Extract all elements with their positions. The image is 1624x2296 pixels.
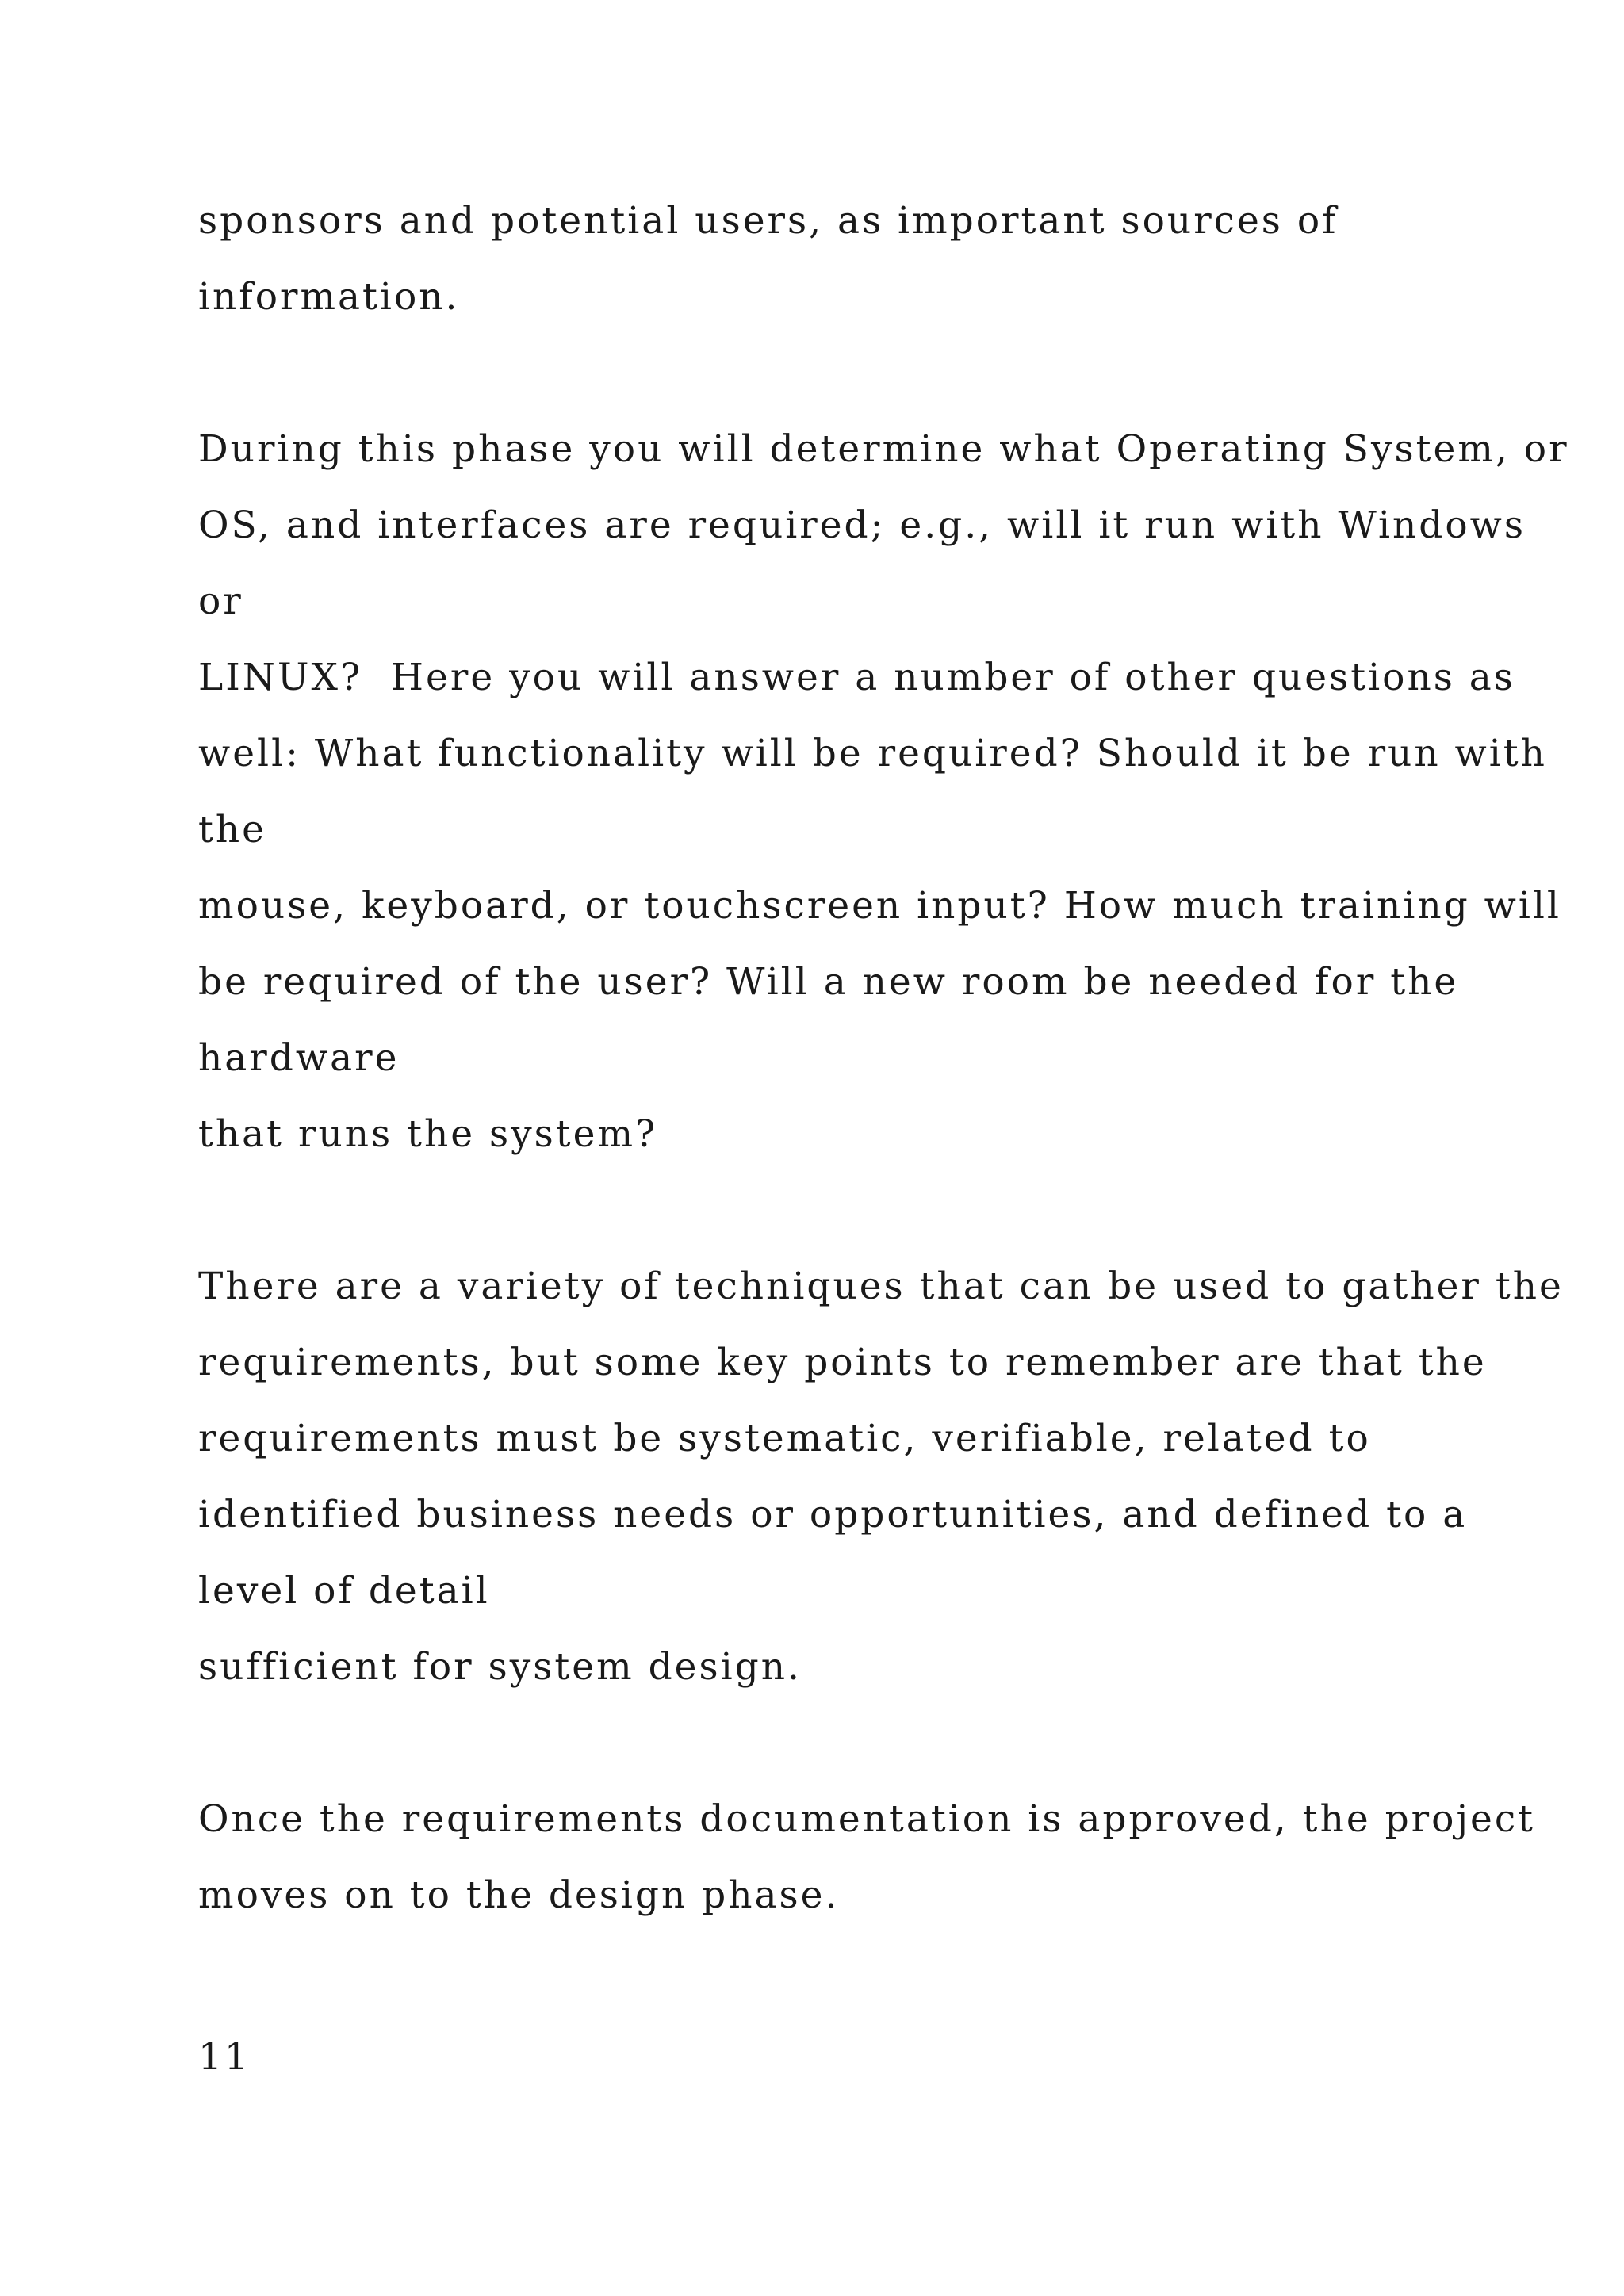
paragraph-2-line-1: During this phase you will determine what Operating System, or — [198, 427, 1569, 471]
paragraph-3-line-5: level of detail — [198, 1569, 490, 1613]
paragraph-3-line-2: requirements, but some key points to remember are that the — [198, 1341, 1487, 1384]
paragraph-2-line-6: the — [198, 808, 266, 851]
paragraph-4-line-1: Once the requirements documentation is approved, the project — [198, 1797, 1536, 1841]
paragraph-2-line-10: that runs the system? — [198, 1112, 658, 1156]
paragraph-3-line-6: sufficient for system design. — [198, 1645, 802, 1689]
paragraph-2-line-9: hardware — [198, 1036, 400, 1080]
paragraph-1-line-1: sponsors and potential users, as important sources of — [198, 199, 1339, 243]
page-number: 11 — [198, 2035, 251, 2079]
paragraph-2-line-2: OS, and interfaces are required; e.g., will it run with Windows — [198, 503, 1526, 547]
paragraph-3-line-1: There are a variety of techniques that can be used to gather the — [198, 1265, 1564, 1308]
paragraph-4-line-2: moves on to the design phase. — [198, 1873, 840, 1917]
paragraph-3-line-3: requirements must be systematic, verifiable, related to — [198, 1417, 1371, 1460]
paragraph-3-line-4: identified business needs or opportunities, and defined to a — [198, 1493, 1468, 1536]
paragraph-1-line-2: information. — [198, 275, 460, 319]
paragraph-2-line-5: well: What functionality will be required? Should it be run with — [198, 732, 1547, 775]
paragraph-2-line-7: mouse, keyboard, or touchscreen input? How much training will — [198, 884, 1561, 928]
paragraph-2-line-3: or — [198, 580, 243, 623]
paragraph-2-line-4: LINUX? Here you will answer a number of other questions as — [198, 656, 1515, 699]
paragraph-2-line-8: be required of the user? Will a new room be needed for the — [198, 960, 1459, 1004]
